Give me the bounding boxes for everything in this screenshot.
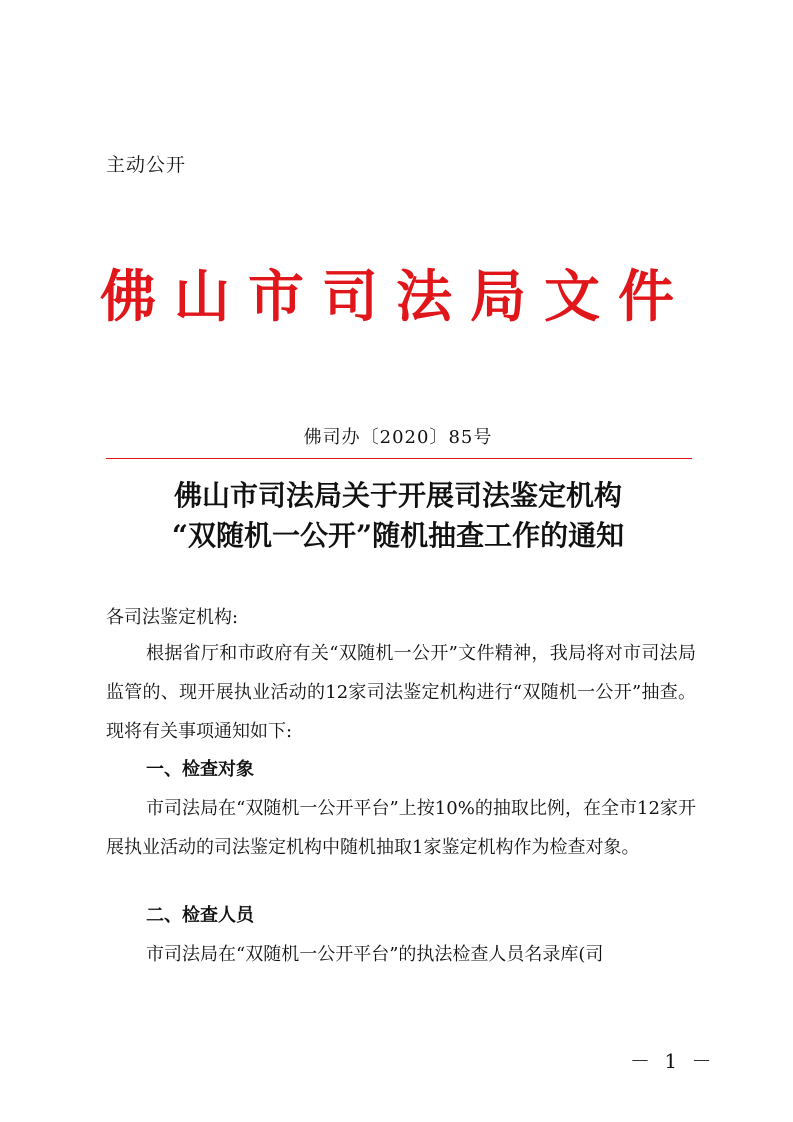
section-2-paragraph: 市司法局在“双随机一公开平台”的执法检查人员名录库(司 <box>146 944 604 965</box>
document-title-line-2: “双随机一公开”随机抽查工作的通知 <box>171 519 625 552</box>
issuer-header: 佛山市司法局文件 <box>100 264 692 330</box>
page-number: － 1 － <box>630 1049 716 1073</box>
document-number: 佛司办〔2020〕85号 <box>303 427 493 448</box>
salutation: 各司法鉴定机构: <box>106 607 239 628</box>
disclosure-tag: 主动公开 <box>106 154 187 176</box>
red-divider-line <box>106 458 692 459</box>
intro-paragraph: 根据省厅和市政府有关“双随机一公开”文件精神，我局将对市司法局监管的、现开展执业活动的12家司法鉴定机构进行“双随机一公开”抽查。现将有关事项通知如下: <box>106 643 696 742</box>
document-title-line-1: 佛山市司法局关于开展司法鉴定机构 <box>173 479 622 512</box>
section-2-heading: 二、检查人员 <box>146 905 254 926</box>
section-1-heading: 一、检查对象 <box>146 759 254 780</box>
section-1-paragraph: 市司法局在“双随机一公开平台”上按10%的抽取比例，在全市12家开展执业活动的司法鉴定机构中随机抽取1家鉴定机构作为检查对象。 <box>106 798 696 858</box>
